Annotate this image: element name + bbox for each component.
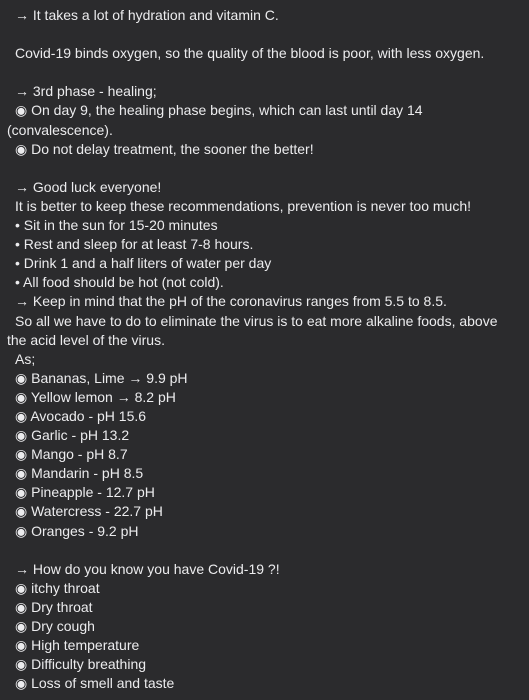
message-line: ◉ Yellow lemon → 8.2 pH <box>15 388 176 405</box>
message-line: • Sit in the sun for 15-20 minutes <box>15 217 218 234</box>
message-line: ◉ Garlic - pH 13.2 <box>15 427 130 444</box>
blank-line <box>7 63 529 82</box>
message-line: ◉ Pineapple - 12.7 pH <box>15 484 155 501</box>
message-line: ◉ Avocado - pH 15.6 <box>15 407 147 424</box>
message-line: ◉ Watercress - 22.7 pH <box>15 503 163 520</box>
message-line: ◉ High temperature <box>15 637 140 654</box>
message-line: ◉ Bananas, Lime → 9.9 pH <box>15 369 188 386</box>
message-line: → Keep in mind that the pH of the coronavirus ranges from 5.5 to 8.5. <box>15 293 447 310</box>
message-line: ◉ Mandarin - pH 8.5 <box>15 465 144 482</box>
message-line: ◉ Loss of smell and taste <box>15 675 175 692</box>
message-line: ◉ Dry cough <box>15 618 95 634</box>
message-line: → Good luck everyone! <box>15 178 162 195</box>
message-line: → How do you know you have Covid-19 ?! <box>15 560 280 577</box>
message-line: So all we have to do to eliminate the virus is to eat more alkaline foods, above <box>15 312 498 329</box>
message-line: ◉ On day 9, the healing phase begins, which can last until day 14 <box>15 102 423 119</box>
message-line: It is better to keep these recommendations, prevention is never too much! <box>15 197 472 214</box>
message-line: the acid level of the virus. <box>7 331 165 348</box>
message-line: ◉ Do not delay treatment, the sooner the better! <box>15 140 314 157</box>
message-line: As; <box>15 350 36 367</box>
message-line: • All food should be hot (not cold). <box>15 274 224 291</box>
message-line: → 3rd phase - healing; <box>15 83 157 100</box>
message-line: (convalescence). <box>7 121 113 138</box>
message-line: ◉ Difficulty breathing <box>15 656 147 673</box>
message-line: → It takes a lot of hydration and vitamin C. <box>15 7 279 23</box>
message-line: ◉ Mango - pH 8.7 <box>15 446 128 463</box>
message-line: • Rest and sleep for at least 7-8 hours. <box>15 236 254 253</box>
blank-line <box>7 159 529 178</box>
message-line: ◉ Dry throat <box>15 598 93 615</box>
message-line: • Drink 1 and a half liters of water per day <box>15 255 272 272</box>
message-line: Covid-19 binds oxygen, so the quality of the blood is poor, with less oxygen. <box>15 45 485 62</box>
blank-line <box>7 541 529 560</box>
blank-line <box>7 25 529 44</box>
message-line: ◉ itchy throat <box>15 579 100 596</box>
message-line: ◉ Oranges - 9.2 pH <box>15 522 139 539</box>
